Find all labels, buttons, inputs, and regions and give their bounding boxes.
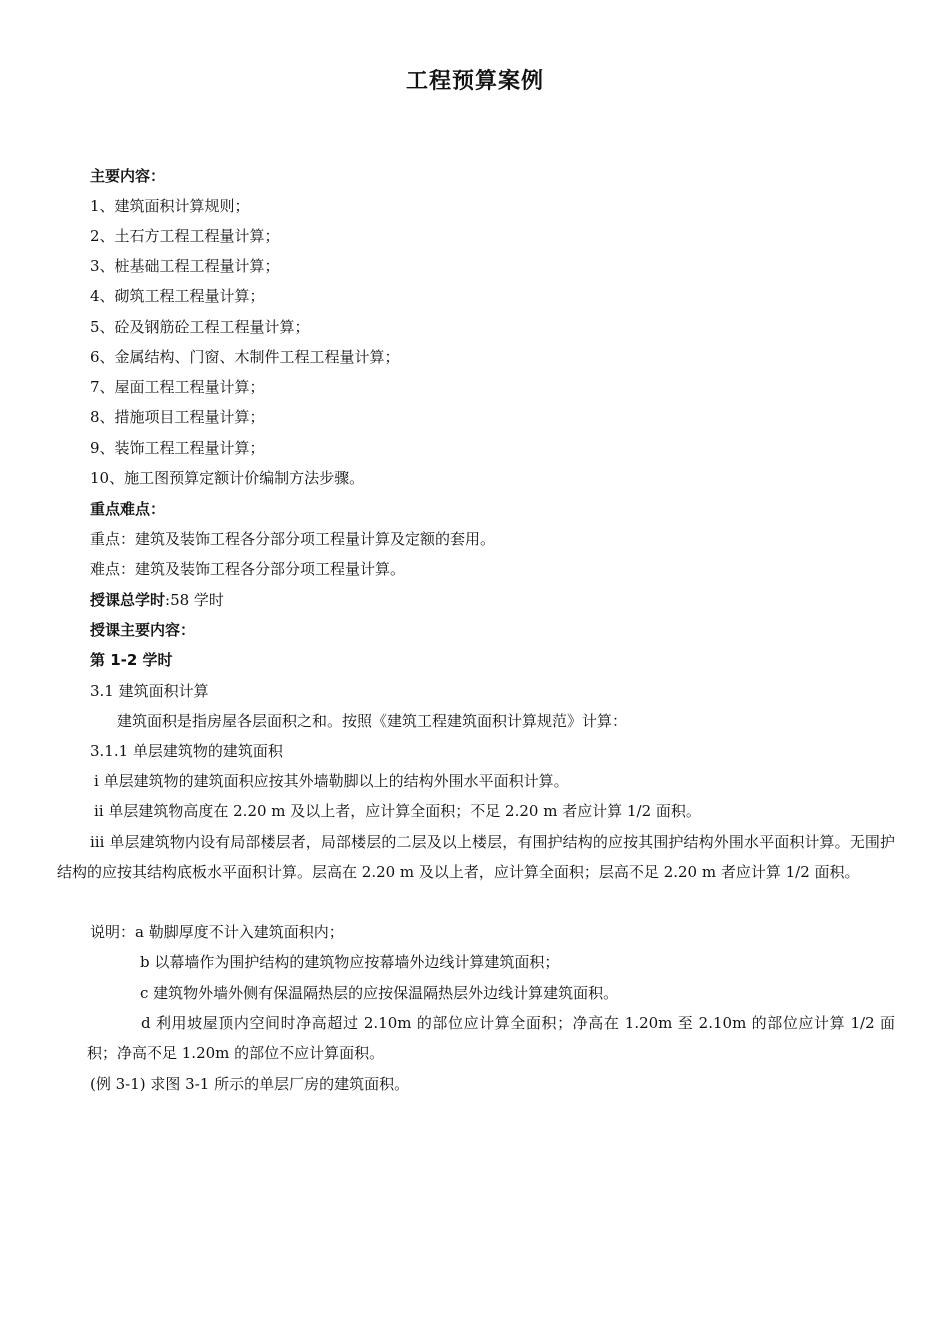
- content-item-5: 5、砼及钢筋砼工程工程量计算；: [90, 318, 310, 336]
- key-points-heading: 重点难点：: [90, 500, 166, 518]
- total-hours-label: 授课总学时: [90, 591, 166, 609]
- content-item-7: 7、屋面工程工程量计算；: [90, 378, 265, 396]
- section-3-1-1-heading: 3.1.1 单层建筑物的建筑面积: [90, 742, 283, 760]
- content-item-4: 4、砌筑工程工程量计算；: [90, 287, 265, 305]
- content-item-3: 3、桩基础工程工程量计算；: [90, 257, 280, 275]
- note-a: 说明：a 勒脚厚度不计入建筑面积内；: [90, 923, 344, 941]
- content-item-1: 1、建筑面积计算规则；: [90, 197, 250, 215]
- note-b: b 以幕墙作为围护结构的建筑物应按幕墙外边线计算建筑面积；: [140, 953, 560, 971]
- content-item-10: 10、施工图预算定额计价编制方法步骤。: [90, 469, 365, 487]
- total-hours-value: :58 学时: [165, 591, 224, 609]
- rule-i: ⅰ 单层建筑物的建筑面积应按其外墙勒脚以上的结构外围水平面积计算。: [94, 772, 569, 790]
- rule-iii: ⅲ 单层建筑物内设有局部楼层者，局部楼层的二层及以上楼层，有围护结构的应按其围护结构外围水平面积计算。无围护结构的应按其结构底板水平面积计算。层高在 2.20 m 及以上者，应计算全面积；层高不足 2.20 m 者应计算 1/2 面积。: [57, 833, 895, 881]
- note-c: c 建筑物外墙外侧有保温隔热层的应按保温隔热层外边线计算建筑面积。: [140, 984, 619, 1002]
- teaching-content-heading: 授课主要内容：: [90, 621, 196, 639]
- note-d: d 利用坡屋顶内空间时净高超过 2.10m 的部位应计算全面积；净高在 1.20m 至 2.10m 的部位应计算 1/2 面积；净高不足 1.20m 的部位不应计算面积。: [87, 1014, 895, 1062]
- difficult-point-text: 难点：建筑及装饰工程各分部分项工程量计算。: [90, 560, 406, 578]
- content-item-2: 2、土石方工程工程量计算；: [90, 227, 280, 245]
- rule-ii: ⅱ 单层建筑物高度在 2.20 m 及以上者，应计算全面积；不足 2.20 m 者应计算 1/2 面积。: [94, 802, 701, 820]
- content-item-6: 6、金属结构、门窗、木制件工程工程量计算；: [90, 348, 400, 366]
- session-heading: 第 1-2 学时: [90, 651, 173, 669]
- key-point-text: 重点：建筑及装饰工程各分部分项工程量计算及定额的套用。: [90, 530, 496, 548]
- example-3-1: (例 3-1) 求图 3-1 所示的单层厂房的建筑面积。: [90, 1075, 410, 1093]
- section-3-1-heading: 3.1 建筑面积计算: [90, 682, 209, 700]
- document-title: 工程预算案例: [405, 69, 544, 94]
- content-item-8: 8、措施项目工程量计算；: [90, 408, 265, 426]
- content-item-9: 9、装饰工程工程量计算；: [90, 439, 265, 457]
- section-3-1-description: 建筑面积是指房屋各层面积之和。按照《建筑工程建筑面积计算规范》计算：: [117, 712, 628, 730]
- total-hours-line: [90, 590, 224, 610]
- main-content-heading: 主要内容：: [90, 167, 166, 185]
